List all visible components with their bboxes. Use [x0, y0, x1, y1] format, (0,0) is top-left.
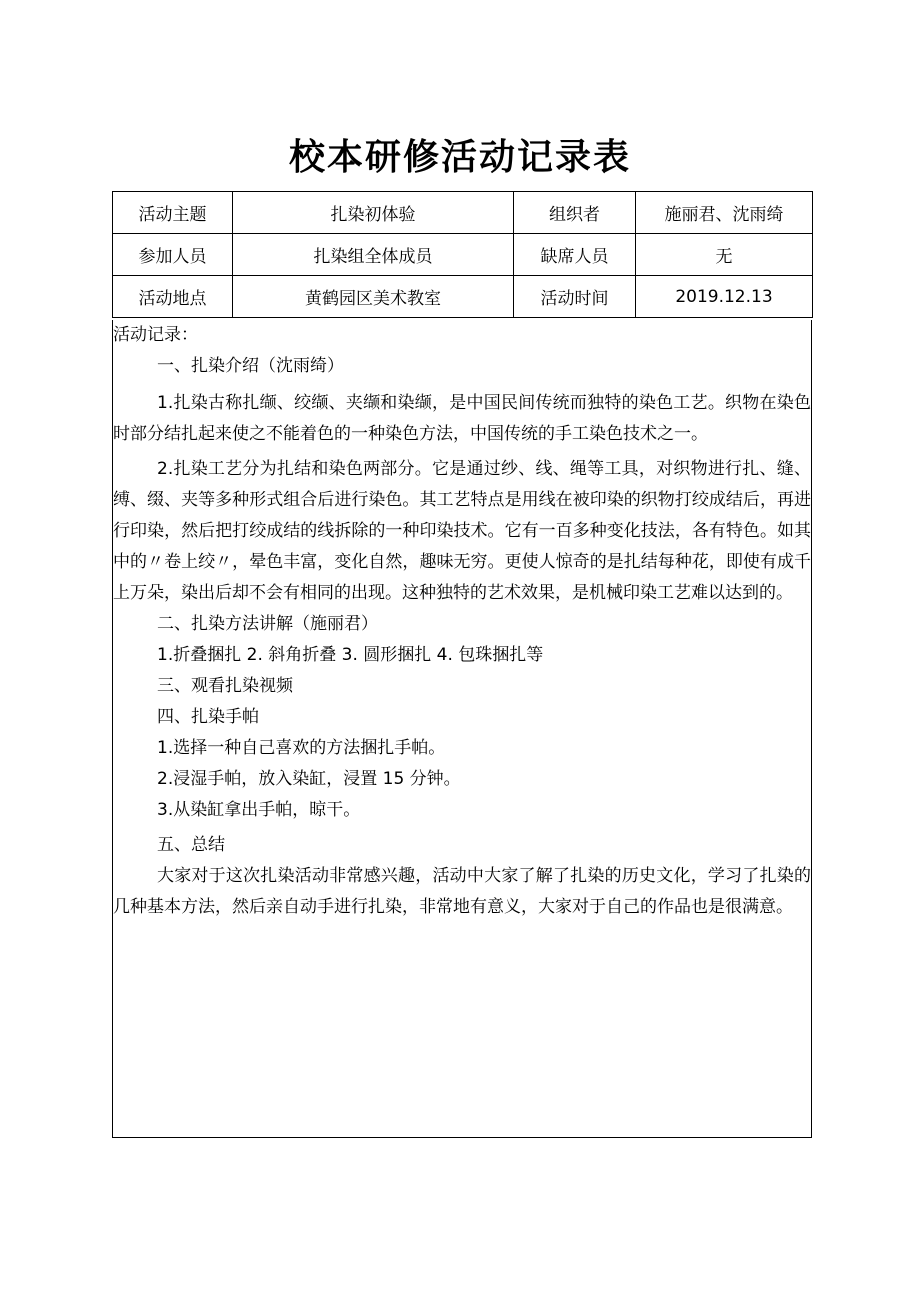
value-topic: 扎染初体验: [233, 192, 514, 234]
section-3-title: 三、观看扎染视频: [157, 676, 293, 696]
value-time: 2019.12.13: [636, 276, 813, 318]
section-1-title: 一、扎染介绍（沈雨绮）: [157, 356, 344, 376]
table-row: [113, 276, 813, 318]
section-1-paragraph-2: 2.扎染工艺分为扎结和染色两部分。它是通过纱、线、绳等工具，对织物进行扎、缝、缚、缀、夹等多种形式组合后进行染色。其工艺特点是用线在被印染的织物打绞成结后，再进行印染，然后把打绞成结的线拆除的一种印染技术。它有一百多种变化技法，各有特色。如其中的〃卷上绞〃，晕色丰富，变化自然，趣味无穷。更使人惊奇的是扎结每种花，即使有成千上万朵，染出后却不会有相同的出现。这种独特的艺术效果，是机械印染工艺难以达到的。: [113, 459, 811, 603]
section-1-paragraph-1: 1.扎染古称扎缬、绞缬、夹缬和染缬，是中国民间传统而独特的染色工艺。织物在染色时部分结扎起来使之不能着色的一种染色方法，中国传统的手工染色技术之一。: [113, 393, 811, 444]
info-table: [112, 191, 813, 318]
section-4-title: 四、扎染手帕: [157, 707, 259, 727]
section-2-items: 1.折叠捆扎 2. 斜角折叠 3. 圆形捆扎 4. 包珠捆扎等: [157, 645, 544, 665]
value-participants: 扎染组全体成员: [233, 234, 514, 276]
value-location: 黄鹤园区美术教室: [233, 276, 514, 318]
record-heading: 活动记录：: [113, 325, 198, 345]
label-participants: 参加人员: [113, 234, 233, 276]
activity-record: [112, 320, 812, 1138]
value-organizer: 施丽君、沈雨绮: [636, 192, 813, 234]
section-5-title: 五、总结: [157, 835, 225, 855]
table-row: [113, 192, 813, 234]
section-4-step-1: 1.选择一种自己喜欢的方法捆扎手帕。: [157, 738, 446, 758]
table-row: [113, 234, 813, 276]
label-location: 活动地点: [113, 276, 233, 318]
label-organizer: 组织者: [514, 192, 636, 234]
page-title: 校本研修活动记录表: [288, 137, 631, 178]
label-time: 活动时间: [514, 276, 636, 318]
value-absent: 无: [636, 234, 813, 276]
label-topic: 活动主题: [113, 192, 233, 234]
section-4-step-2: 2.浸湿手帕，放入染缸，浸置 15 分钟。: [157, 769, 461, 789]
label-absent: 缺席人员: [514, 234, 636, 276]
section-5-paragraph: 大家对于这次扎染活动非常感兴趣，活动中大家了解了扎染的历史文化，学习了扎染的几种基本方法，然后亲自动手进行扎染，非常地有意义，大家对于自己的作品也是很满意。: [113, 866, 811, 917]
section-4-step-3: 3.从染缸拿出手帕，晾干。: [157, 800, 361, 820]
section-2-title: 二、扎染方法讲解（施丽君）: [157, 614, 378, 634]
